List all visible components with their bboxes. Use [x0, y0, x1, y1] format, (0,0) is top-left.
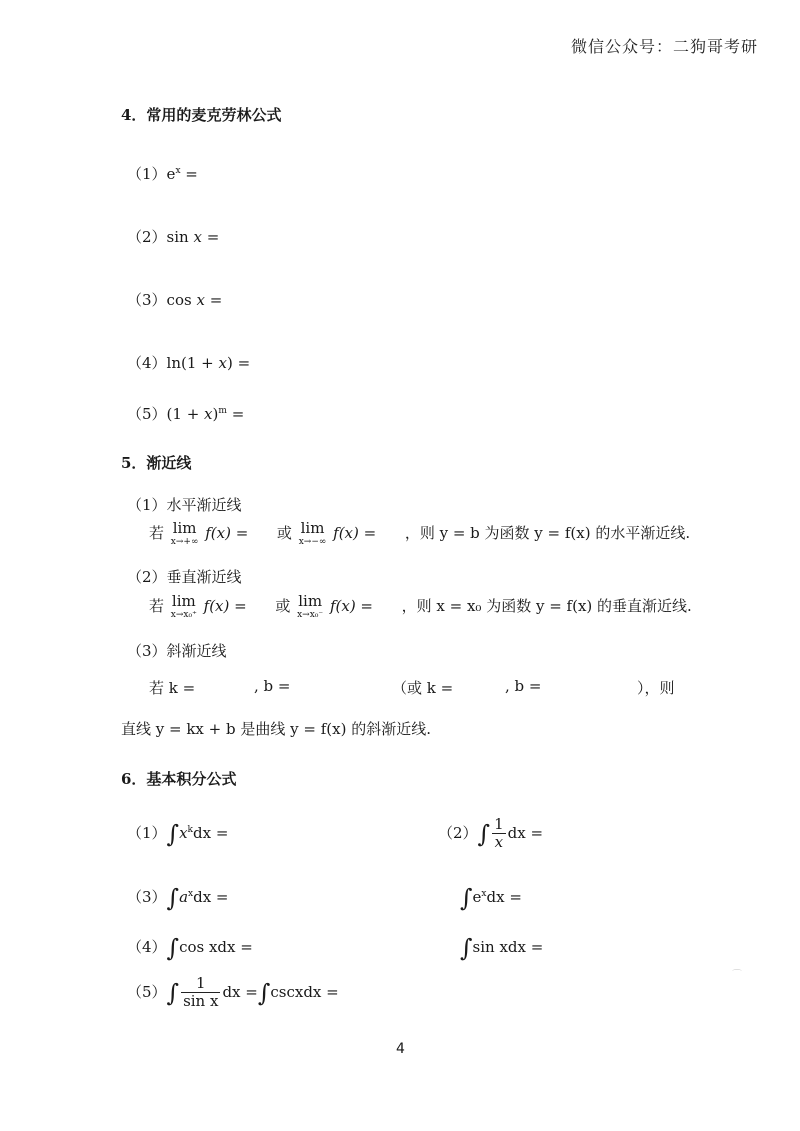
formula-pre: ln(1 +	[166, 354, 219, 372]
horizontal-asymptote-statement	[149, 521, 690, 547]
limit-expression: lim x→−∞	[298, 519, 327, 547]
section-5-title: 5．渐近线	[121, 454, 192, 472]
item-number: （2）	[127, 228, 167, 246]
section-4-title: 4．常用的麦克劳林公式	[121, 106, 282, 124]
maclaurin-item-1	[127, 163, 198, 184]
conclusion-text: ，则 x = x₀ 为函数 y = f(x) 的垂直渐近线.	[401, 597, 692, 615]
page-number: 4	[396, 1041, 405, 1057]
function-expression: f(x) =	[203, 597, 247, 615]
function-expression: f(x) =	[333, 524, 377, 542]
integral-tail: dx =	[507, 823, 544, 842]
item-number: （2）	[438, 823, 478, 842]
page-header: 微信公众号：二狗哥考研	[570, 37, 758, 56]
item-number: （4）	[127, 354, 167, 372]
formula-var: x	[193, 228, 202, 246]
integrand: sin xdx =	[472, 938, 544, 956]
integral-sign: ∫	[166, 978, 180, 1007]
integral-item-4b	[460, 936, 543, 960]
conclusion-text: ，则 y = b 为函数 y = f(x) 的水平渐近线.	[404, 524, 691, 542]
integrand-exponent: x	[481, 889, 487, 899]
integral-tail: dx =	[193, 888, 229, 906]
item-number: （5）	[127, 405, 167, 423]
or-word: 或	[276, 524, 292, 542]
item-number: （3）	[127, 888, 167, 906]
item-label: 垂直渐近线	[166, 568, 242, 586]
integral-sign: ∫	[166, 934, 180, 962]
formula-equals: =	[180, 165, 198, 183]
integral-tail: dx =	[486, 888, 522, 906]
or-word: 或	[275, 597, 291, 615]
item-number: （1）	[127, 496, 167, 514]
maclaurin-item-2	[127, 226, 219, 247]
function-expression: f(x) =	[329, 597, 374, 615]
integral-sign: ∫	[460, 934, 473, 962]
formula-var: x	[204, 405, 213, 423]
integral-sign: ∫	[257, 978, 271, 1007]
item-label: 斜渐近线	[166, 642, 227, 660]
fraction: $\frac{1}{\text{sin x}}$	[183, 974, 219, 1011]
vertical-asymptote-statement	[149, 594, 692, 620]
formula-exponent: x	[175, 166, 181, 176]
integral-item-3	[127, 886, 229, 910]
limit-expression: lim x→+∞	[170, 519, 199, 547]
integrand: x	[179, 824, 188, 842]
maclaurin-item-3	[127, 289, 222, 310]
function-expression: f(x) =	[205, 524, 249, 542]
integral-item-4	[127, 936, 253, 960]
oblique-then-text: ），则	[637, 679, 675, 697]
oblique-conclusion: 直线 y = kx + b 是曲线 y = f(x) 的斜渐近线.	[121, 720, 431, 738]
fraction: $\frac{1}{x}$	[494, 815, 504, 852]
integral-mid: dx =	[222, 982, 258, 1001]
oblique-k-expression: 若 k =	[149, 679, 196, 697]
formula-var: x	[218, 354, 227, 372]
integrand-exponent: x	[188, 889, 194, 899]
integral-tail: cscxdx =	[270, 982, 339, 1001]
maclaurin-item-5	[127, 403, 244, 424]
formula-pre: (1 +	[166, 405, 205, 423]
integral-item-5	[127, 975, 339, 1011]
formula-base: e	[166, 165, 176, 183]
limit-expression: lim x→x₀⁺	[170, 592, 197, 620]
formula-equals: =	[226, 405, 245, 423]
item-number: （5）	[127, 982, 167, 1001]
item-number: （1）	[127, 165, 167, 183]
oblique-alt-k-expression: （或 k =	[392, 679, 454, 697]
integrand: a	[179, 888, 189, 906]
formula-equals: =	[204, 291, 223, 309]
asymptote-vertical-heading	[127, 566, 242, 587]
integral-item-1	[127, 822, 228, 846]
if-word: 若	[149, 597, 165, 615]
if-word: 若	[149, 524, 165, 542]
maclaurin-item-4	[127, 352, 250, 373]
formula-func: sin	[166, 228, 189, 246]
item-number: （1）	[127, 824, 167, 842]
integrand-exponent: k	[187, 825, 193, 835]
faint-mark-icon: ⌒	[732, 970, 742, 981]
integrand: e	[472, 888, 482, 906]
integral-sign: ∫	[166, 820, 180, 848]
item-number: （3）	[127, 642, 167, 660]
formula-exponent: m	[218, 406, 227, 416]
integral-sign: ∫	[460, 884, 473, 912]
integral-sign: ∫	[477, 819, 491, 848]
item-number: （3）	[127, 291, 167, 309]
item-number: （2）	[127, 568, 167, 586]
integrand: cos xdx =	[179, 938, 253, 956]
oblique-alt-b-expression: , b =	[505, 677, 542, 695]
integral-sign: ∫	[166, 884, 180, 912]
formula-var: x	[196, 291, 205, 309]
asymptote-horizontal-heading	[127, 494, 242, 515]
formula-func: cos	[166, 291, 192, 309]
limit-expression: lim x→x₀⁻	[297, 592, 324, 620]
integral-tail: dx =	[193, 824, 229, 842]
asymptote-oblique-heading	[127, 640, 227, 661]
formula-post: )	[212, 405, 219, 423]
section-6-title: 6．基本积分公式	[121, 770, 237, 788]
formula-post: ) =	[226, 354, 251, 372]
item-number: （4）	[127, 938, 167, 956]
integral-item-3b	[460, 886, 522, 910]
item-label: 水平渐近线	[166, 496, 242, 514]
oblique-b-expression: , b =	[254, 677, 291, 695]
integral-item-2	[438, 816, 543, 852]
formula-equals: =	[201, 228, 220, 246]
